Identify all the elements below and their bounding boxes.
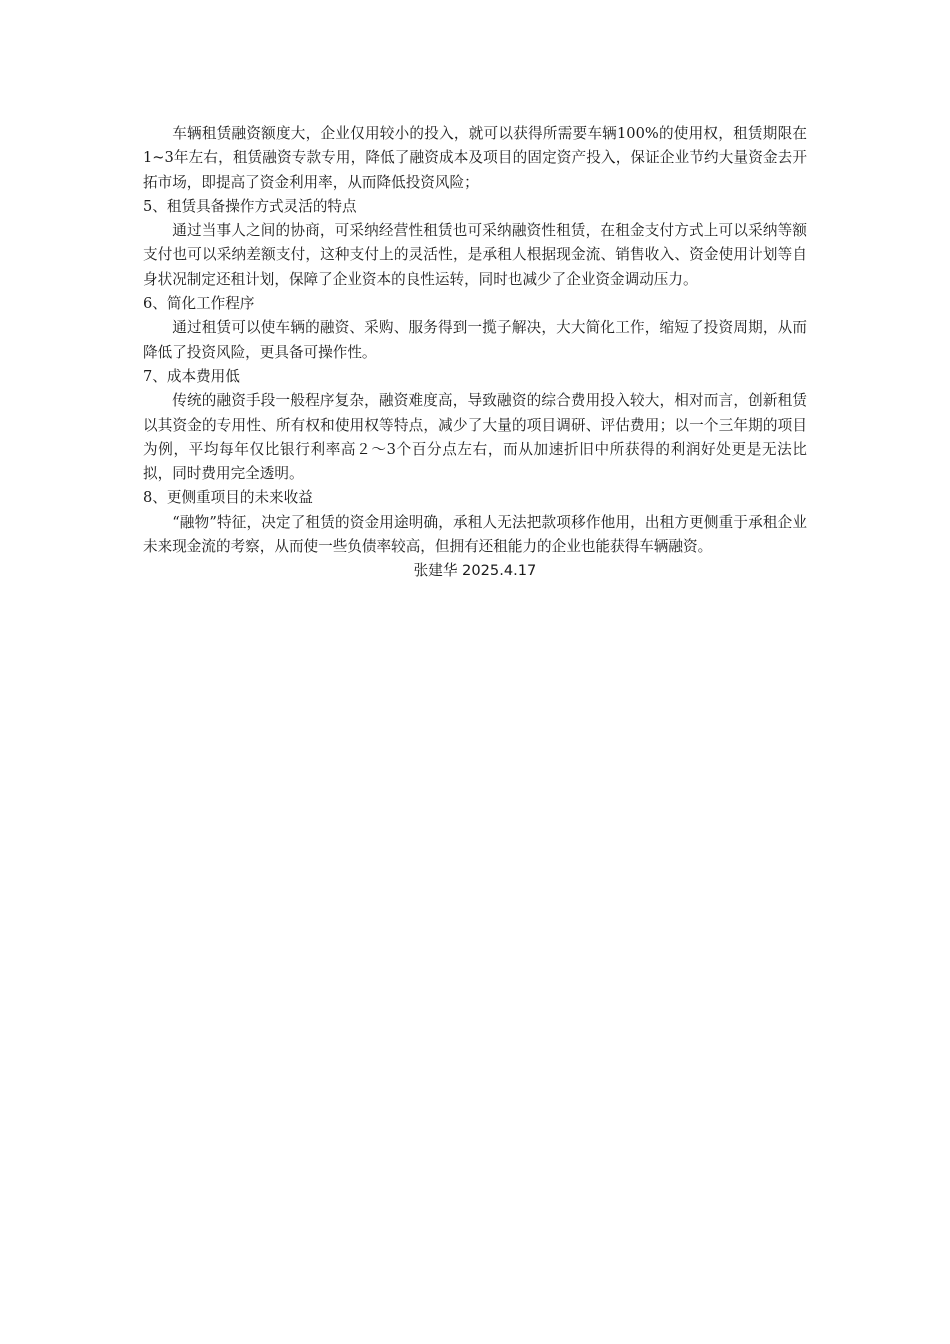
paragraph-future-income: “融物”特征，决定了租赁的资金用途明确，承租人无法把款项移作他用，出租方更侧重于承租企业未来现金流的考察，从而使一些负债率较高，但拥有还租能力的企业也能获得车辆融资。 [143,513,807,556]
heading-low-cost: 7、成本费用低 [143,367,240,385]
heading-flexible-operation: 5、租赁具备操作方式灵活的特点 [143,197,357,215]
heading-future-income: 8、更侧重项目的未来收益 [143,489,313,507]
signature-and-date: 张建华 2025.4.17 [413,562,537,580]
document-body [143,122,807,584]
paragraph-leasing-financing-amount: 车辆租赁融资额度大，企业仅用较小的投入，就可以获得所需要车辆100%的使用权，租赁期限在1~3年左右，租赁融资专款专用，降低了融资成本及项目的固定资产投入，保证企业节约大量资金去开拓市场，即提高了资金利用率，从而降低投资风险； [143,125,807,191]
paragraph-low-cost: 传统的融资手段一般程序复杂，融资难度高，导致融资的综合费用投入较大，相对而言，创新租赁以其资金的专用性、所有权和使用权等特点，减少了大量的项目调研、评估费用；以一个三年期的项目为例，平均每年仅比银行利率高２～3个百分点左右，而从加速折旧中所获得的利润好处更是无法比拟，同时费用完全透明。 [143,392,807,483]
paragraph-simplified-procedure: 通过租赁可以使车辆的融资、采购、服务得到一揽子解决，大大简化工作，缩短了投资周期，从而降低了投资风险，更具备可操作性。 [143,319,807,361]
heading-simplified-procedure: 6、简化工作程序 [143,295,255,313]
paragraph-flexible-operation: 通过当事人之间的协商，可采纳经营性租赁也可采纳融资性租赁，在租金支付方式上可以采纳等额支付也可以采纳差额支付，这种支付上的灵活性，是承租人根据现金流、销售收入、资金使用计划等自身状况制定还租计划，保障了企业资本的良性运转，同时也减少了企业资金调动压力。 [143,222,807,288]
